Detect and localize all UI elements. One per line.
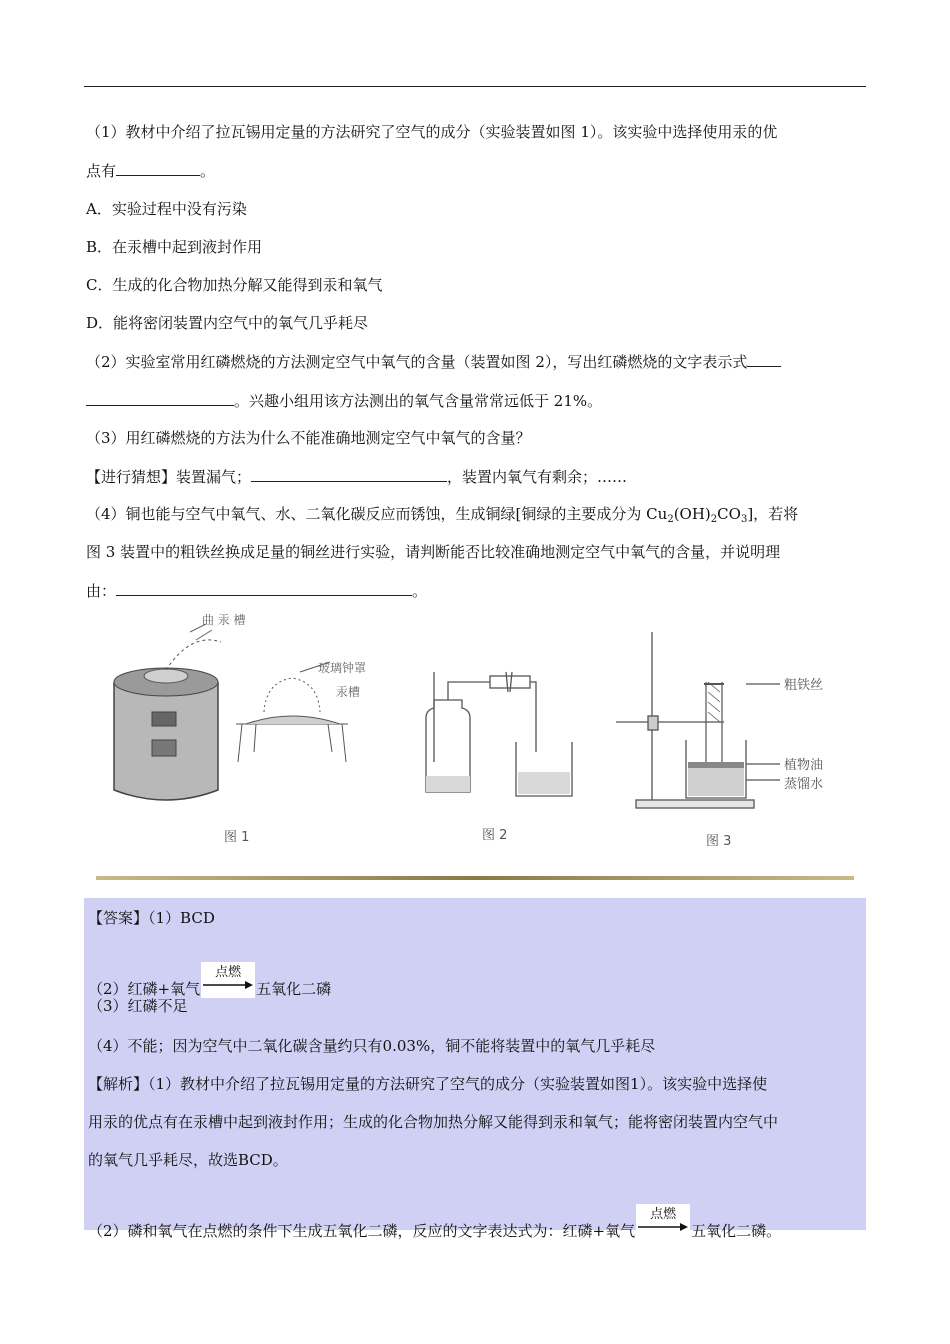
answer-blank — [251, 466, 447, 482]
question-4-line-1 — [86, 504, 866, 524]
q1-prefix: 点有 — [86, 162, 117, 180]
explanation-line-3: 的氧气几乎耗尽，故选BCD。 — [88, 1151, 288, 1169]
q4-formula-part: CO — [717, 505, 741, 523]
reaction-arrow-icon — [638, 1222, 688, 1232]
explanation-line-2: 用汞的优点有在汞槽中起到液封作用；生成的化合物加热分解又能得到汞和氧气；能将密闭装置内空气中 — [88, 1113, 779, 1131]
subscript: 3 — [740, 514, 748, 525]
section-divider — [96, 876, 854, 880]
fig3-label-oil: 植物油 — [784, 758, 824, 773]
answer-4: （4）不能；因为空气中二氧化碳含量约只有0.03%，铜不能将装置中的氧气几乎耗尽 — [88, 1037, 656, 1055]
subscript: 2 — [667, 514, 674, 525]
apparatus-figures — [96, 612, 876, 852]
figure-1-furnace — [114, 624, 221, 800]
fig1-label-mercury: 曲 汞 槽 — [202, 613, 246, 627]
figure-2-caption: 图 2 — [482, 828, 508, 843]
question-3: （3）用红磷燃烧的方法为什么不能准确地测定空气中氧气的含量？ — [86, 429, 531, 447]
reaction-condition — [636, 1204, 690, 1240]
explanation-line-4 — [88, 1204, 866, 1241]
guess-suffix: ，装置内氧气有剩余；…… — [447, 468, 628, 486]
option-d: D．能将密闭装置内空气中的氧气几乎耗尽 — [86, 314, 369, 332]
fig1-label-trough: 汞槽 — [336, 685, 361, 699]
q4-suffix: 。 — [412, 582, 428, 600]
q4-text-end: ]，若将 — [747, 505, 799, 523]
answer-blank — [747, 351, 781, 367]
answer-blank — [116, 580, 412, 596]
subscript: 2 — [710, 514, 718, 525]
condition-label: 点燃 — [215, 965, 242, 980]
q2-suffix: 。兴趣小组用该方法测出的氧气含量常常远低于 21%。 — [234, 392, 603, 410]
q1-suffix: 。 — [200, 162, 216, 180]
answer-3: （3）红磷不足 — [88, 997, 188, 1015]
apparatus-illustration — [96, 612, 876, 832]
option-a: A．实验过程中没有污染 — [86, 200, 247, 218]
answer-blank — [86, 390, 234, 406]
condition-label: 点燃 — [650, 1207, 677, 1222]
answer-2-reactants: （2）红磷+氧气 — [88, 980, 201, 998]
q4-text: （4）铜也能与空气中氧气、水、二氧化碳反应而锈蚀，生成铜绿[铜绿的主要成分为 Cu — [86, 505, 668, 523]
option-b: B．在汞槽中起到液封作用 — [86, 238, 263, 256]
question-4-line-2: 图 3 装置中的粗铁丝换成足量的铜丝进行实验，请判断能否比较准确地测定空气中氧气的含量，并说明理 — [86, 543, 781, 561]
header-rule — [84, 86, 866, 87]
q4-formula-part: (OH) — [673, 505, 711, 523]
answer-blank — [116, 160, 200, 176]
figure-3-caption: 图 3 — [706, 834, 732, 849]
question-2-line-2 — [86, 390, 866, 411]
question-4-line-3 — [86, 580, 866, 601]
question-2-line-1 — [86, 351, 866, 372]
figure-2-apparatus — [426, 672, 572, 796]
figure-3-apparatus — [616, 632, 780, 808]
fig3-label-water: 蒸馏水 — [784, 777, 824, 792]
answer-panel — [84, 898, 866, 1230]
option-c: C．生成的化合物加热分解又能得到汞和氧气 — [86, 276, 383, 294]
fig1-label-bell: 玻璃钟罩 — [318, 661, 367, 675]
explanation-product: 五氧化二磷。 — [691, 1222, 782, 1240]
guess-line — [86, 466, 866, 487]
reaction-arrow-icon — [203, 980, 253, 990]
q4-prefix: 由： — [86, 582, 117, 600]
figure-1-caption: 图 1 — [224, 830, 250, 845]
question-1-line-1: （1）教材中介绍了拉瓦锡用定量的方法研究了空气的成分（实验装置如图 1）。该实验中选择使用汞的优 — [86, 123, 778, 141]
explanation-line-1: 【解析】（1）教材中介绍了拉瓦锡用定量的方法研究了空气的成分（实验装置如图1）。该实验中选择使 — [88, 1075, 768, 1093]
answer-2-product: 五氧化二磷 — [256, 980, 332, 998]
reaction-condition — [201, 962, 255, 998]
guess-prefix: 【进行猜想】装置漏气； — [86, 468, 252, 486]
answer-2 — [88, 962, 866, 999]
answer-1: 【答案】（1）BCD — [88, 909, 215, 927]
fig3-label-wire: 粗铁丝 — [784, 678, 824, 693]
figure-1-bell-jar — [236, 662, 348, 762]
q2-text: （2）实验室常用红磷燃烧的方法测定空气中氧气的含量（装置如图 2），写出红磷燃烧的文字表示式 — [86, 353, 748, 371]
question-1-line-2 — [86, 160, 866, 181]
explanation-reactants: （2）磷和氧气在点燃的条件下生成五氧化二磷，反应的文字表达式为：红磷+氧气 — [88, 1222, 636, 1240]
